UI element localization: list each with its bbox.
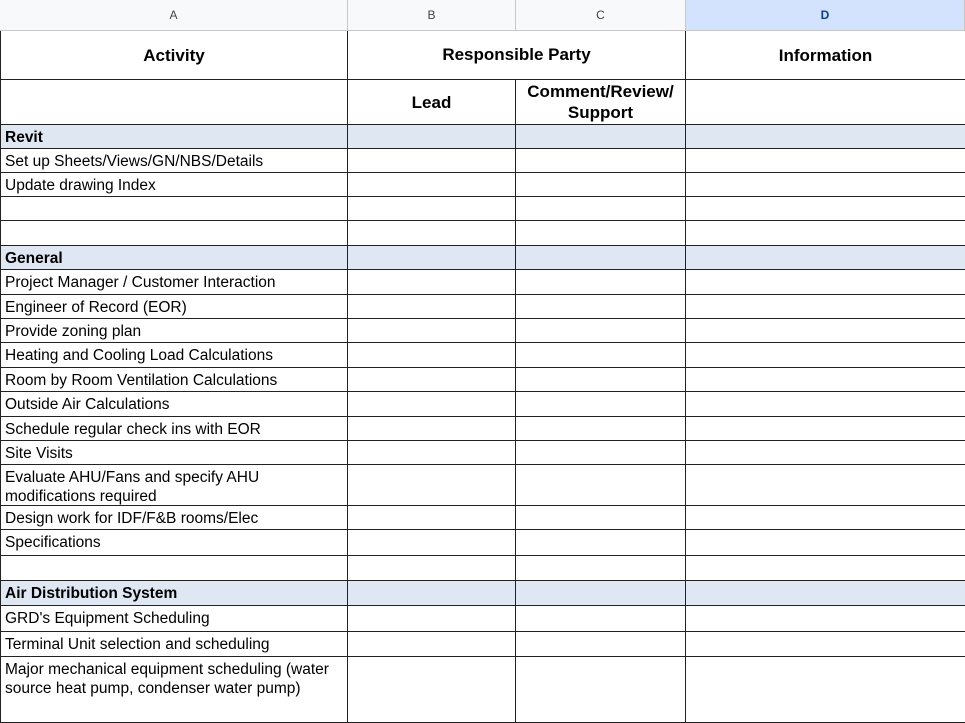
- header-row-2: [0, 80, 965, 125]
- information-cell[interactable]: [686, 417, 965, 441]
- table-row: [0, 441, 965, 465]
- lead-cell[interactable]: [348, 343, 516, 368]
- table-row: [0, 343, 965, 368]
- information-cell[interactable]: [686, 632, 965, 657]
- lead-cell[interactable]: [348, 441, 516, 465]
- header-lead[interactable]: Lead: [348, 80, 516, 125]
- information-cell[interactable]: [686, 506, 965, 530]
- comment-cell[interactable]: [516, 319, 686, 343]
- information-cell[interactable]: [686, 465, 965, 506]
- lead-cell[interactable]: [348, 530, 516, 556]
- activity-cell[interactable]: Outside Air Calculations: [0, 392, 348, 417]
- comment-cell[interactable]: [516, 270, 686, 295]
- table-row: [0, 295, 965, 319]
- lead-cell[interactable]: [348, 368, 516, 392]
- information-cell[interactable]: [686, 149, 965, 173]
- lead-cell[interactable]: [348, 632, 516, 657]
- activity-cell[interactable]: GRD's Equipment Scheduling: [0, 606, 348, 632]
- comment-cell[interactable]: [516, 173, 686, 197]
- comment-cell[interactable]: [516, 441, 686, 465]
- activity-cell[interactable]: Design work for IDF/F&B rooms/Elec: [0, 506, 348, 530]
- comment-cell[interactable]: [516, 197, 686, 221]
- table-row: [0, 392, 965, 417]
- comment-cell[interactable]: [516, 125, 686, 149]
- comment-cell[interactable]: [516, 632, 686, 657]
- activity-cell[interactable]: Schedule regular check ins with EOR: [0, 417, 348, 441]
- lead-cell[interactable]: [348, 581, 516, 606]
- information-cell[interactable]: [686, 530, 965, 556]
- section-label-cell[interactable]: Air Distribution System: [0, 581, 348, 606]
- comment-cell[interactable]: [516, 556, 686, 581]
- information-cell[interactable]: [686, 556, 965, 581]
- activity-cell[interactable]: Engineer of Record (EOR): [0, 295, 348, 319]
- column-header-c[interactable]: C: [516, 0, 686, 31]
- lead-cell[interactable]: [348, 506, 516, 530]
- comment-cell[interactable]: [516, 506, 686, 530]
- lead-cell[interactable]: [348, 465, 516, 506]
- comment-cell[interactable]: [516, 417, 686, 441]
- information-cell[interactable]: [686, 173, 965, 197]
- table-row: [0, 319, 965, 343]
- table-row: [0, 465, 965, 506]
- activity-cell[interactable]: Update drawing Index: [0, 173, 348, 197]
- column-header-bar: [0, 0, 965, 31]
- header-blank-cell[interactable]: [0, 80, 348, 125]
- header-activity[interactable]: Activity: [0, 31, 348, 80]
- information-cell[interactable]: [686, 295, 965, 319]
- information-cell[interactable]: [686, 246, 965, 270]
- section-label-cell[interactable]: Revit: [0, 125, 348, 149]
- activity-cell[interactable]: [0, 556, 348, 581]
- table-row: [0, 632, 965, 657]
- lead-cell[interactable]: [348, 556, 516, 581]
- section-label-cell[interactable]: General: [0, 246, 348, 270]
- table-row: [0, 149, 965, 173]
- column-header-d[interactable]: D: [686, 0, 965, 31]
- activity-cell[interactable]: Site Visits: [0, 441, 348, 465]
- section-row: [0, 246, 965, 270]
- header-comment-review-support[interactable]: Comment/Review/ Support: [516, 80, 686, 125]
- table-row: [0, 197, 965, 221]
- column-header-b[interactable]: B: [348, 0, 516, 31]
- information-cell[interactable]: [686, 197, 965, 221]
- section-row: [0, 581, 965, 606]
- table-row: [0, 270, 965, 295]
- comment-cell[interactable]: [516, 295, 686, 319]
- activity-cell[interactable]: Specifications: [0, 530, 348, 556]
- information-cell[interactable]: [686, 441, 965, 465]
- section-row: [0, 125, 965, 149]
- activity-cell[interactable]: [0, 221, 348, 246]
- comment-cell[interactable]: [516, 606, 686, 632]
- table-row: [0, 657, 965, 723]
- comment-cell[interactable]: [516, 392, 686, 417]
- table-row: [0, 556, 965, 581]
- comment-cell[interactable]: [516, 246, 686, 270]
- information-cell[interactable]: [686, 657, 965, 723]
- lead-cell[interactable]: [348, 417, 516, 441]
- comment-cell[interactable]: [516, 465, 686, 506]
- table-row: [0, 506, 965, 530]
- lead-cell[interactable]: [348, 246, 516, 270]
- comment-cell[interactable]: [516, 530, 686, 556]
- lead-cell[interactable]: [348, 295, 516, 319]
- lead-cell[interactable]: [348, 149, 516, 173]
- information-cell[interactable]: [686, 392, 965, 417]
- table-row: [0, 530, 965, 556]
- comment-cell[interactable]: [516, 368, 686, 392]
- table-row: [0, 368, 965, 392]
- information-cell[interactable]: [686, 581, 965, 606]
- information-cell[interactable]: [686, 319, 965, 343]
- column-header-a[interactable]: A: [0, 0, 348, 31]
- header-responsible-party[interactable]: Responsible Party: [348, 31, 686, 80]
- information-cell[interactable]: [686, 125, 965, 149]
- lead-cell[interactable]: [348, 197, 516, 221]
- information-cell[interactable]: [686, 221, 965, 246]
- lead-cell[interactable]: [348, 319, 516, 343]
- activity-cell[interactable]: Provide zoning plan: [0, 319, 348, 343]
- header-row-1: [0, 31, 965, 80]
- header-information-blank[interactable]: [686, 80, 965, 125]
- comment-cell[interactable]: [516, 221, 686, 246]
- activity-cell[interactable]: Room by Room Ventilation Calculations: [0, 368, 348, 392]
- comment-cell[interactable]: [516, 343, 686, 368]
- information-cell[interactable]: [686, 343, 965, 368]
- activity-cell[interactable]: Evaluate AHU/Fans and specify AHU modifications required: [0, 465, 348, 506]
- header-information[interactable]: Information: [686, 31, 965, 80]
- information-cell[interactable]: [686, 368, 965, 392]
- activity-cell[interactable]: Major mechanical equipment scheduling (water source heat pump, condenser water pump): [0, 657, 348, 723]
- activity-cell[interactable]: Heating and Cooling Load Calculations: [0, 343, 348, 368]
- information-cell[interactable]: [686, 606, 965, 632]
- lead-cell[interactable]: [348, 657, 516, 723]
- information-cell[interactable]: [686, 270, 965, 295]
- comment-cell[interactable]: [516, 581, 686, 606]
- lead-cell[interactable]: [348, 270, 516, 295]
- table-row: [0, 417, 965, 441]
- activity-cell[interactable]: Set up Sheets/Views/GN/NBS/Details: [0, 149, 348, 173]
- table-row: [0, 606, 965, 632]
- comment-cell[interactable]: [516, 149, 686, 173]
- lead-cell[interactable]: [348, 125, 516, 149]
- activity-cell[interactable]: [0, 197, 348, 221]
- lead-cell[interactable]: [348, 221, 516, 246]
- activity-cell[interactable]: Terminal Unit selection and scheduling: [0, 632, 348, 657]
- table-row: [0, 221, 965, 246]
- activity-cell[interactable]: Project Manager / Customer Interaction: [0, 270, 348, 295]
- lead-cell[interactable]: [348, 606, 516, 632]
- lead-cell[interactable]: [348, 392, 516, 417]
- table-row: [0, 173, 965, 197]
- lead-cell[interactable]: [348, 173, 516, 197]
- comment-cell[interactable]: [516, 657, 686, 723]
